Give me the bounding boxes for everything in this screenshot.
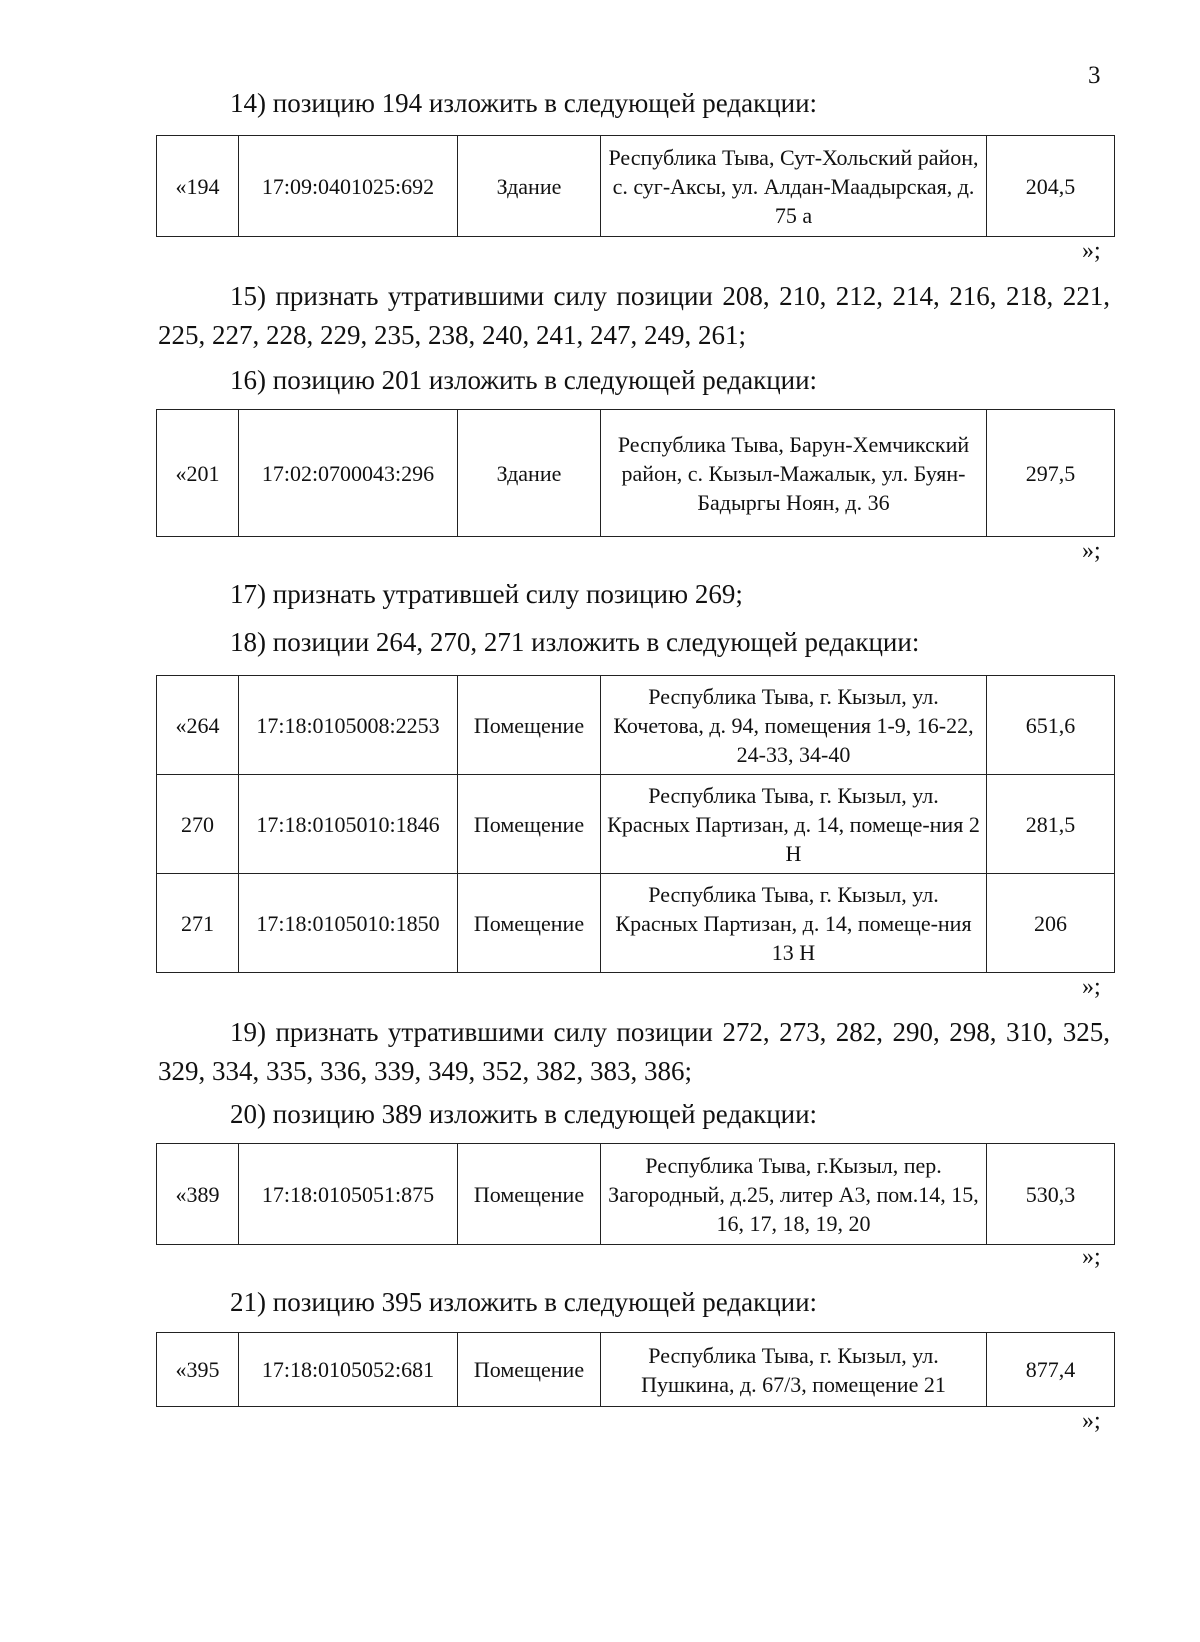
object-address: Республика Тыва, Барун-Хемчикский район, с. Кызыл-Мажалык, ул. Буян-Бадыргы Ноян, д. 36: [601, 410, 987, 537]
table-row: [157, 410, 1115, 537]
position-number: «264: [157, 676, 239, 775]
table-row: [157, 136, 1115, 237]
table-row: [157, 676, 1115, 775]
position-number: 270: [157, 775, 239, 874]
cadastral-number: 17:18:0105008:2253: [239, 676, 458, 775]
paragraph-18: 18) позиции 264, 270, 271 изложить в следующей редакции:: [230, 627, 920, 657]
cadastral-number: 17:02:0700043:296: [239, 410, 458, 537]
object-area: 297,5: [987, 410, 1115, 537]
closing-quote: »;: [1082, 1408, 1101, 1434]
paragraph-14: 14) позицию 194 изложить в следующей редакции:: [230, 88, 818, 118]
object-type: Помещение: [458, 1333, 601, 1407]
position-number: «395: [157, 1333, 239, 1407]
closing-quote: »;: [1082, 238, 1101, 264]
table-row: [157, 874, 1115, 973]
page-number: 3: [1088, 62, 1101, 89]
paragraph-16: 16) позицию 201 изложить в следующей редакции:: [230, 365, 818, 395]
cadastral-number: 17:18:0105052:681: [239, 1333, 458, 1407]
position-number: «201: [157, 410, 239, 537]
paragraph-20: 20) позицию 389 изложить в следующей редакции:: [230, 1099, 818, 1129]
object-area: 651,6: [987, 676, 1115, 775]
object-address: Республика Тыва, Сут-Хольский район, с. суг-Аксы, ул. Алдан-Маадырская, д. 75 а: [601, 136, 987, 237]
closing-quote: »;: [1082, 974, 1101, 1000]
paragraph-17: 17) признать утратившей силу позицию 269;: [230, 579, 743, 609]
paragraph-15: 15) признать утратившими силу позиции 208, 210, 212, 214, 216, 218, 221, 225, 227, 228, 229, 235, 238, 240, 241, 247, 249, 261;: [158, 281, 1110, 350]
positions-table-194: [156, 135, 1115, 237]
positions-table-201: [156, 409, 1115, 537]
object-area: 877,4: [987, 1333, 1115, 1407]
object-type: Помещение: [458, 1144, 601, 1245]
object-type: Здание: [458, 136, 601, 237]
closing-quote: »;: [1082, 538, 1101, 564]
object-address: Республика Тыва, г. Кызыл, ул. Кочетова, д. 94, помещения 1-9, 16-22, 24-33, 34-40: [601, 676, 987, 775]
paragraph-19: 19) признать утратившими силу позиции 272, 273, 282, 290, 298, 310, 325, 329, 334, 335, 336, 339, 349, 352, 382, 383, 386;: [158, 1017, 1110, 1086]
object-area: 530,3: [987, 1144, 1115, 1245]
object-type: Здание: [458, 410, 601, 537]
positions-table-264-271: [156, 675, 1115, 973]
cadastral-number: 17:09:0401025:692: [239, 136, 458, 237]
object-address: Республика Тыва, г. Кызыл, ул. Пушкина, д. 67/3, помещение 21: [601, 1333, 987, 1407]
closing-quote: »;: [1082, 1244, 1101, 1270]
positions-table-395: [156, 1332, 1115, 1407]
position-number: 271: [157, 874, 239, 973]
cadastral-number: 17:18:0105010:1846: [239, 775, 458, 874]
object-area: 204,5: [987, 136, 1115, 237]
object-area: 206: [987, 874, 1115, 973]
positions-table-389: [156, 1143, 1115, 1245]
object-address: Республика Тыва, г.Кызыл, пер. Загородный, д.25, литер А3, пом.14, 15, 16, 17, 18, 19, 20: [601, 1144, 987, 1245]
cadastral-number: 17:18:0105051:875: [239, 1144, 458, 1245]
object-type: Помещение: [458, 874, 601, 973]
table-row: [157, 1333, 1115, 1407]
object-address: Республика Тыва, г. Кызыл, ул. Красных Партизан, д. 14, помеще-ния 2 Н: [601, 775, 987, 874]
paragraph-21: 21) позицию 395 изложить в следующей редакции:: [230, 1287, 818, 1317]
cadastral-number: 17:18:0105010:1850: [239, 874, 458, 973]
position-number: «194: [157, 136, 239, 237]
object-type: Помещение: [458, 775, 601, 874]
table-row: [157, 1144, 1115, 1245]
object-address: Республика Тыва, г. Кызыл, ул. Красных Партизан, д. 14, помеще-ния 13 Н: [601, 874, 987, 973]
table-row: [157, 775, 1115, 874]
position-number: «389: [157, 1144, 239, 1245]
object-area: 281,5: [987, 775, 1115, 874]
object-type: Помещение: [458, 676, 601, 775]
